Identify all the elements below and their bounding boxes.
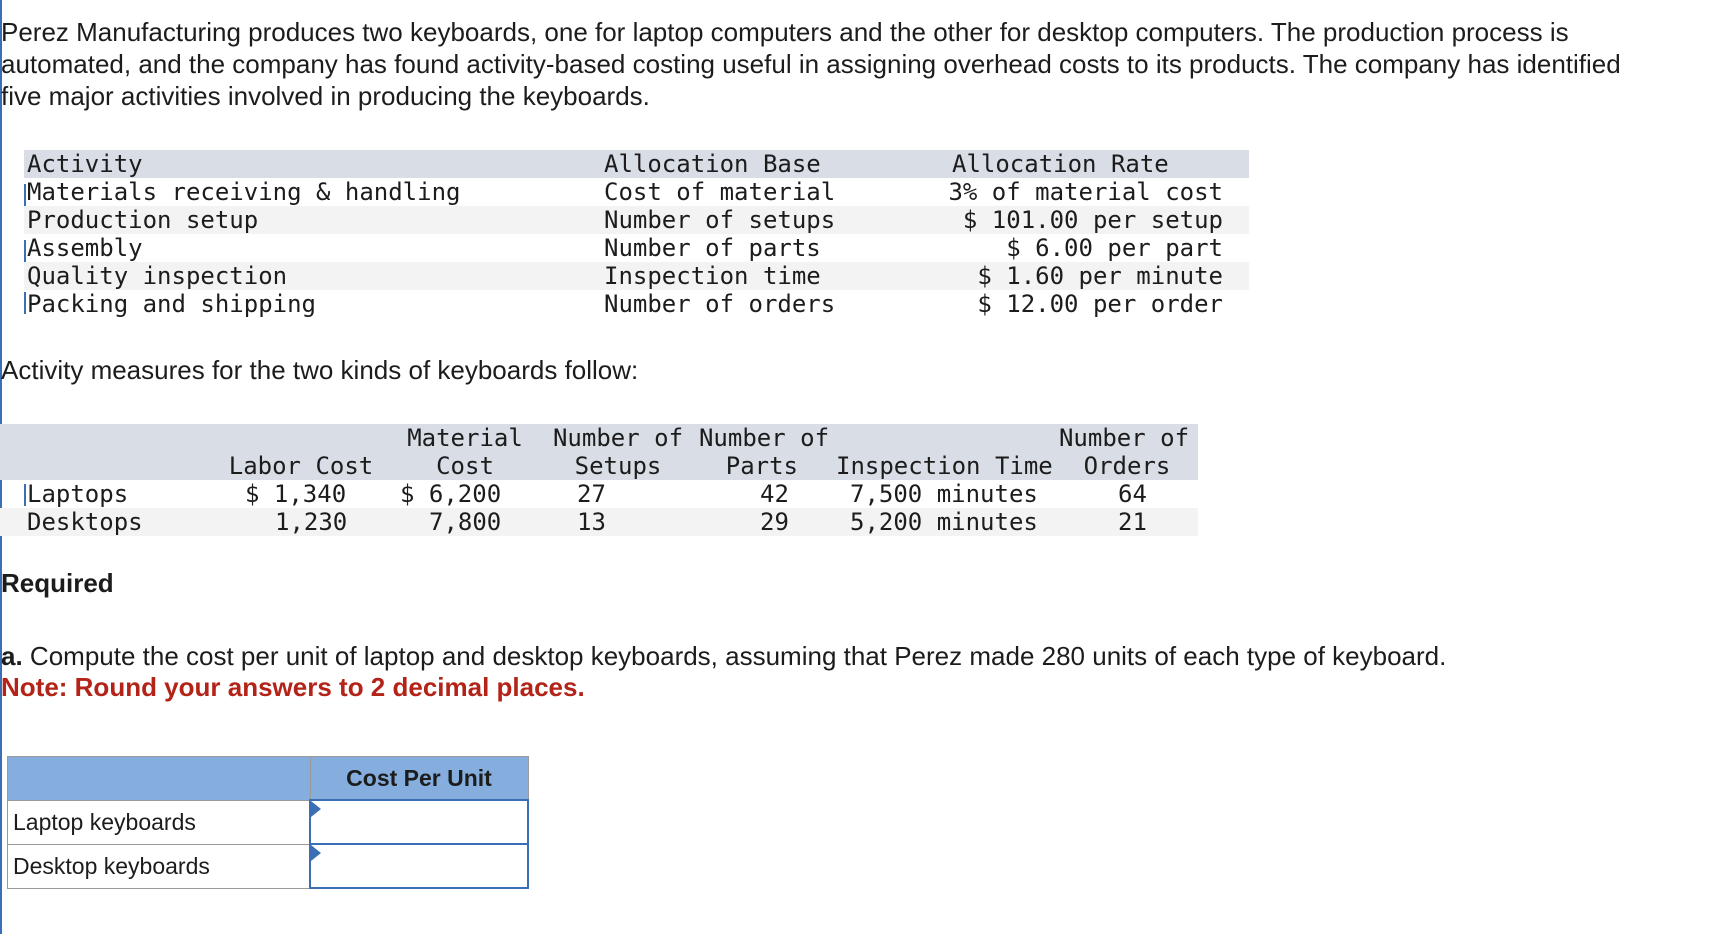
- labor-cost: $ 1,340: [245, 480, 347, 508]
- allocation-base: Cost of material: [604, 178, 836, 206]
- intro-paragraph: Perez Manufacturing produces two keyboards, one for laptop computers and the other for desktop computers. The production process is automated, and the company has found activity-based costing useful in assigning overhead costs to its products. The company has identified five major activities involved in producing the keyboards.: [1, 17, 1621, 111]
- measures-intro: Activity measures for the two kinds of keyboards follow:: [1, 355, 639, 385]
- laptop-cost-input[interactable]: [311, 803, 523, 841]
- inspection-time: 5,200 minutes: [850, 508, 1038, 536]
- allocation-rate-header: Allocation Rate: [952, 150, 1169, 178]
- orders-count: 64: [1118, 480, 1147, 508]
- answer-row-laptop: [8, 800, 529, 844]
- allocation-rate: $ 6.00 per part: [1006, 234, 1223, 262]
- activity-row: [24, 178, 1249, 206]
- parts-header: Number of: [698, 424, 830, 452]
- answer-row-desktop: [8, 844, 529, 888]
- parts-count: 42: [760, 480, 789, 508]
- product-name: Desktops: [27, 508, 143, 536]
- question-a: [1, 640, 1701, 672]
- activity-name: Packing and shipping: [27, 290, 316, 318]
- setups-count: 13: [577, 508, 606, 536]
- row-marker: [24, 184, 26, 206]
- rounding-note: Note: Round your answers to 2 decimal places.: [1, 672, 585, 702]
- setups-header: Number of: [552, 424, 684, 452]
- row-marker: [24, 484, 26, 506]
- answer-table: [7, 756, 529, 889]
- activity-name: Materials receiving & handling: [27, 178, 461, 206]
- allocation-rate: 3% of material cost: [948, 178, 1223, 206]
- product-name: Laptops: [27, 480, 129, 508]
- measures-row-desktops: [0, 508, 1198, 536]
- parts-count: 29: [760, 508, 789, 536]
- answer-header-empty: [8, 757, 311, 801]
- activity-name: Assembly: [27, 234, 143, 262]
- activity-header: Activity: [27, 150, 143, 178]
- activity-row: [24, 206, 1249, 234]
- material-cost: 7,800: [429, 508, 502, 536]
- labor-cost-header: Labor Cost: [228, 452, 374, 480]
- setups-subheader: Setups: [574, 452, 662, 480]
- allocation-rate: $ 101.00 per setup: [962, 206, 1223, 234]
- measures-row-laptops: [0, 480, 1198, 508]
- material-cost-header: Cost: [436, 452, 494, 480]
- activity-header-row: [24, 150, 1249, 178]
- labor-cost: 1,230: [275, 508, 348, 536]
- row-marker: [24, 292, 26, 314]
- input-marker-icon: [311, 801, 321, 817]
- activity-row: [24, 290, 1249, 318]
- activity-row: [24, 234, 1249, 262]
- allocation-base: Number of setups: [604, 206, 836, 234]
- laptop-keyboards-label: Laptop keyboards: [8, 800, 311, 844]
- measures-header-bottom: [0, 452, 1198, 480]
- activity-row: [24, 262, 1249, 290]
- question-text: Compute the cost per unit of laptop and desktop keyboards, assuming that Perez made 280 units of each type of keyboard.: [29, 641, 1447, 671]
- orders-subheader: Orders: [1083, 452, 1171, 480]
- inspection-time-header: Inspection Time: [836, 452, 1053, 480]
- allocation-base: Number of orders: [604, 290, 836, 318]
- allocation-rate: $ 1.60 per minute: [977, 262, 1223, 290]
- activity-name: Quality inspection: [27, 262, 288, 290]
- desktop-cost-input[interactable]: [311, 847, 523, 885]
- allocation-base-header: Allocation Base: [604, 150, 821, 178]
- row-marker: [24, 240, 26, 262]
- setups-count: 27: [577, 480, 606, 508]
- answer-header-row: [8, 757, 529, 801]
- inspection-time: 7,500 minutes: [850, 480, 1038, 508]
- question-letter: a.: [1, 641, 23, 671]
- orders-count: 21: [1118, 508, 1147, 536]
- desktop-keyboards-label: Desktop keyboards: [8, 844, 311, 888]
- allocation-base: Inspection time: [604, 262, 821, 290]
- required-heading: Required: [1, 568, 114, 598]
- material-header: Material: [407, 424, 523, 452]
- orders-header: Number of: [1058, 424, 1190, 452]
- allocation-rate: $ 12.00 per order: [977, 290, 1223, 318]
- material-cost: $ 6,200: [400, 480, 502, 508]
- allocation-base: Number of parts: [604, 234, 821, 262]
- activity-name: Production setup: [27, 206, 259, 234]
- desktop-cost-cell: [310, 844, 528, 888]
- input-marker-icon: [311, 845, 321, 861]
- parts-subheader: Parts: [725, 452, 798, 480]
- laptop-cost-cell: [310, 800, 528, 844]
- cost-per-unit-header: Cost Per Unit: [310, 757, 528, 801]
- measures-header-top: [0, 424, 1198, 452]
